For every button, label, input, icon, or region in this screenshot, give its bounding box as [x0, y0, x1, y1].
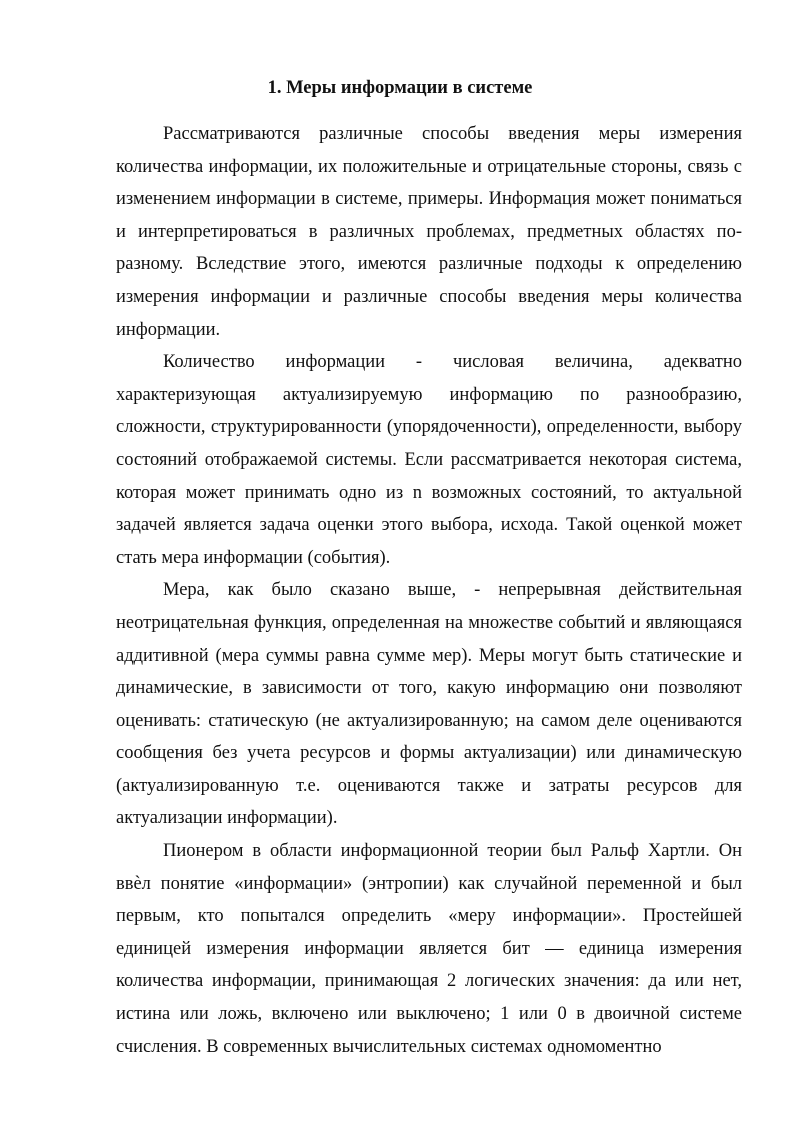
section-heading: 1. Меры информации в системе	[267, 78, 533, 98]
document-body	[116, 118, 742, 1063]
paragraph-information-quantity: Количество информации - числовая величина, адекватно характеризующая актуализируемую информацию по разнообразию, сложности, структурированности (упорядоченности), определенности, выбору состояний отображаемой системы. Если рассматривается некоторая система, которая может принимать одно из n возможных состояний, то актуальной задачей является задача оценки этого выбора, исхода. Такой оценкой может стать мера информации (события).	[116, 352, 742, 568]
paragraph-info-measures-intro: Рассматриваются различные способы введения меры измерения количества информации, их положительные и отрицательные стороны, связь с изменением информации в системе, примеры. Информация может пониматься и интерпретироваться в различных проблемах, предметных областях по-разному. Вследствие этого, имеются различные подходы к определению измерения информации и различные способы введения меры количества информации.	[116, 124, 742, 340]
paragraph-hartley: Пионером в области информационной теории был Ральф Хартли. Он ввѐл понятие «информации» (энтропии) как случайной переменной и был первым, кто попытался определить «меру информации». Простейшей единицей измерения информации является бит — единица измерения количества информации, принимающая 2 логических значения: да или нет, истина или ложь, включено или выключено; 1 или 0 в двоичной системе счисления. В современных вычислительных системах одномоментно	[116, 841, 742, 1057]
paragraph-measure-definition: Мера, как было сказано выше, - непрерывная действительная неотрицательная функция, определенная на множестве событий и являющаяся аддитивной (мера суммы равна сумме мер). Меры могут быть статические и динамические, в зависимости от того, какую информацию они позволяют оценивать: статическую (не актуализированную; на самом деле оцениваются сообщения без учета ресурсов и формы актуализации) или динамическую (актуализированную т.е. оцениваются также и затраты ресурсов для актуализации информации).	[116, 580, 742, 829]
